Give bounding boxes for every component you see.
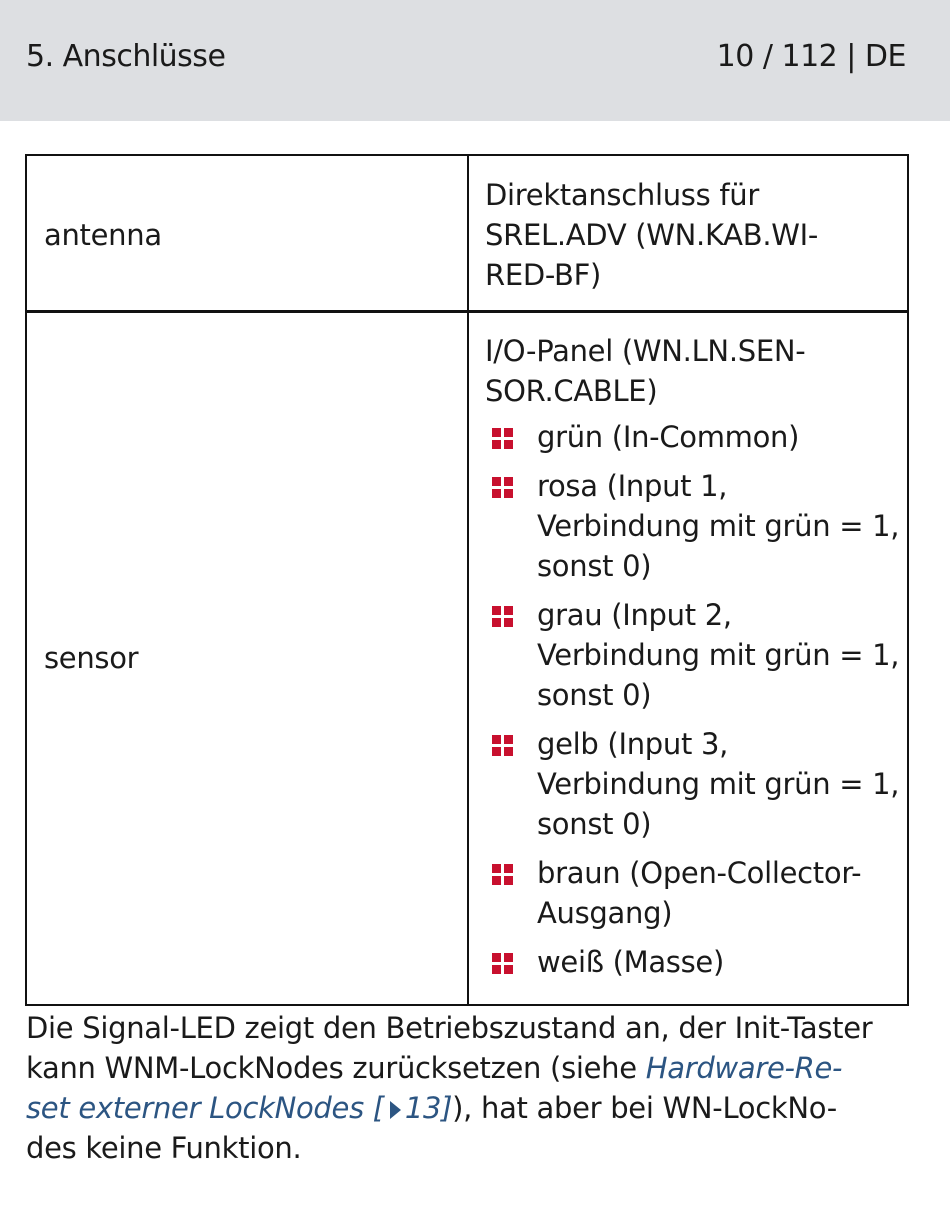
bullet-line: sonst 0) [537, 549, 652, 583]
list-item [485, 942, 895, 982]
paragraph-line [26, 1088, 916, 1128]
play-arrow-icon [390, 1101, 401, 1119]
paragraph-text: kann WNM-LockNodes zurücksetzen (siehe [26, 1051, 646, 1085]
row-description [485, 175, 895, 295]
bullet-icon [492, 477, 514, 499]
bullet-line: grau (Input 2, [537, 598, 732, 632]
table-row [27, 156, 907, 313]
description-line: RED-BF) [485, 258, 602, 292]
bullet-icon [492, 864, 514, 886]
list-item [485, 466, 900, 586]
list-item [485, 724, 900, 844]
row-description [485, 331, 900, 991]
page-header [0, 0, 950, 121]
description-line: SOR.CABLE) [485, 374, 658, 408]
paragraph-line [26, 1048, 916, 1088]
description-line: SREL.ADV (WN.KAB.WI- [485, 218, 819, 252]
page-number: 10 / 112 | DE [716, 39, 906, 74]
wire-color-list [485, 417, 900, 982]
row-label-antenna: antenna [44, 218, 162, 252]
body-paragraph [26, 1008, 916, 1168]
bullet-line: sonst 0) [537, 678, 652, 712]
bullet-line: Ausgang) [537, 896, 673, 930]
bullet-line: sonst 0) [537, 807, 652, 841]
link-text: set externer LockNodes [ [26, 1091, 384, 1125]
bullet-icon [492, 735, 514, 757]
link-page: 13] [404, 1091, 453, 1125]
paragraph-text: ), hat aber bei WN-LockNo- [452, 1091, 837, 1125]
connections-table [25, 154, 909, 1006]
bullet-line: rosa (Input 1, [537, 469, 728, 503]
section-title: 5. Anschlüsse [26, 39, 226, 74]
bullet-icon [492, 953, 514, 975]
hardware-reset-link[interactable]: Hardware-Re- [645, 1051, 843, 1085]
bullet-icon [492, 428, 514, 450]
list-item [485, 853, 895, 933]
description-line: I/O-Panel (WN.LN.SEN- [485, 334, 806, 368]
list-item [485, 417, 895, 457]
bullet-line: gelb (Input 3, [537, 727, 729, 761]
row-label-sensor: sensor [44, 641, 139, 675]
bullet-line: braun (Open-Collector- [537, 856, 862, 890]
list-item [485, 595, 900, 715]
hardware-reset-link-cont[interactable] [26, 1091, 452, 1125]
bullet-line: Verbindung mit grün = 1, [537, 509, 900, 543]
bullet-icon [492, 606, 514, 628]
bullet-line: Verbindung mit grün = 1, [537, 767, 900, 801]
paragraph-line: Die Signal-LED zeigt den Betriebszustand an, der Init-Taster [26, 1011, 873, 1045]
paragraph-line: des keine Funktion. [26, 1131, 302, 1165]
bullet-line: Verbindung mit grün = 1, [537, 638, 900, 672]
description-line: Direktanschluss für [485, 178, 759, 212]
bullet-line: weiß (Masse) [537, 945, 724, 979]
table-row [27, 313, 907, 1006]
bullet-line: grün (In-Common) [537, 420, 800, 454]
